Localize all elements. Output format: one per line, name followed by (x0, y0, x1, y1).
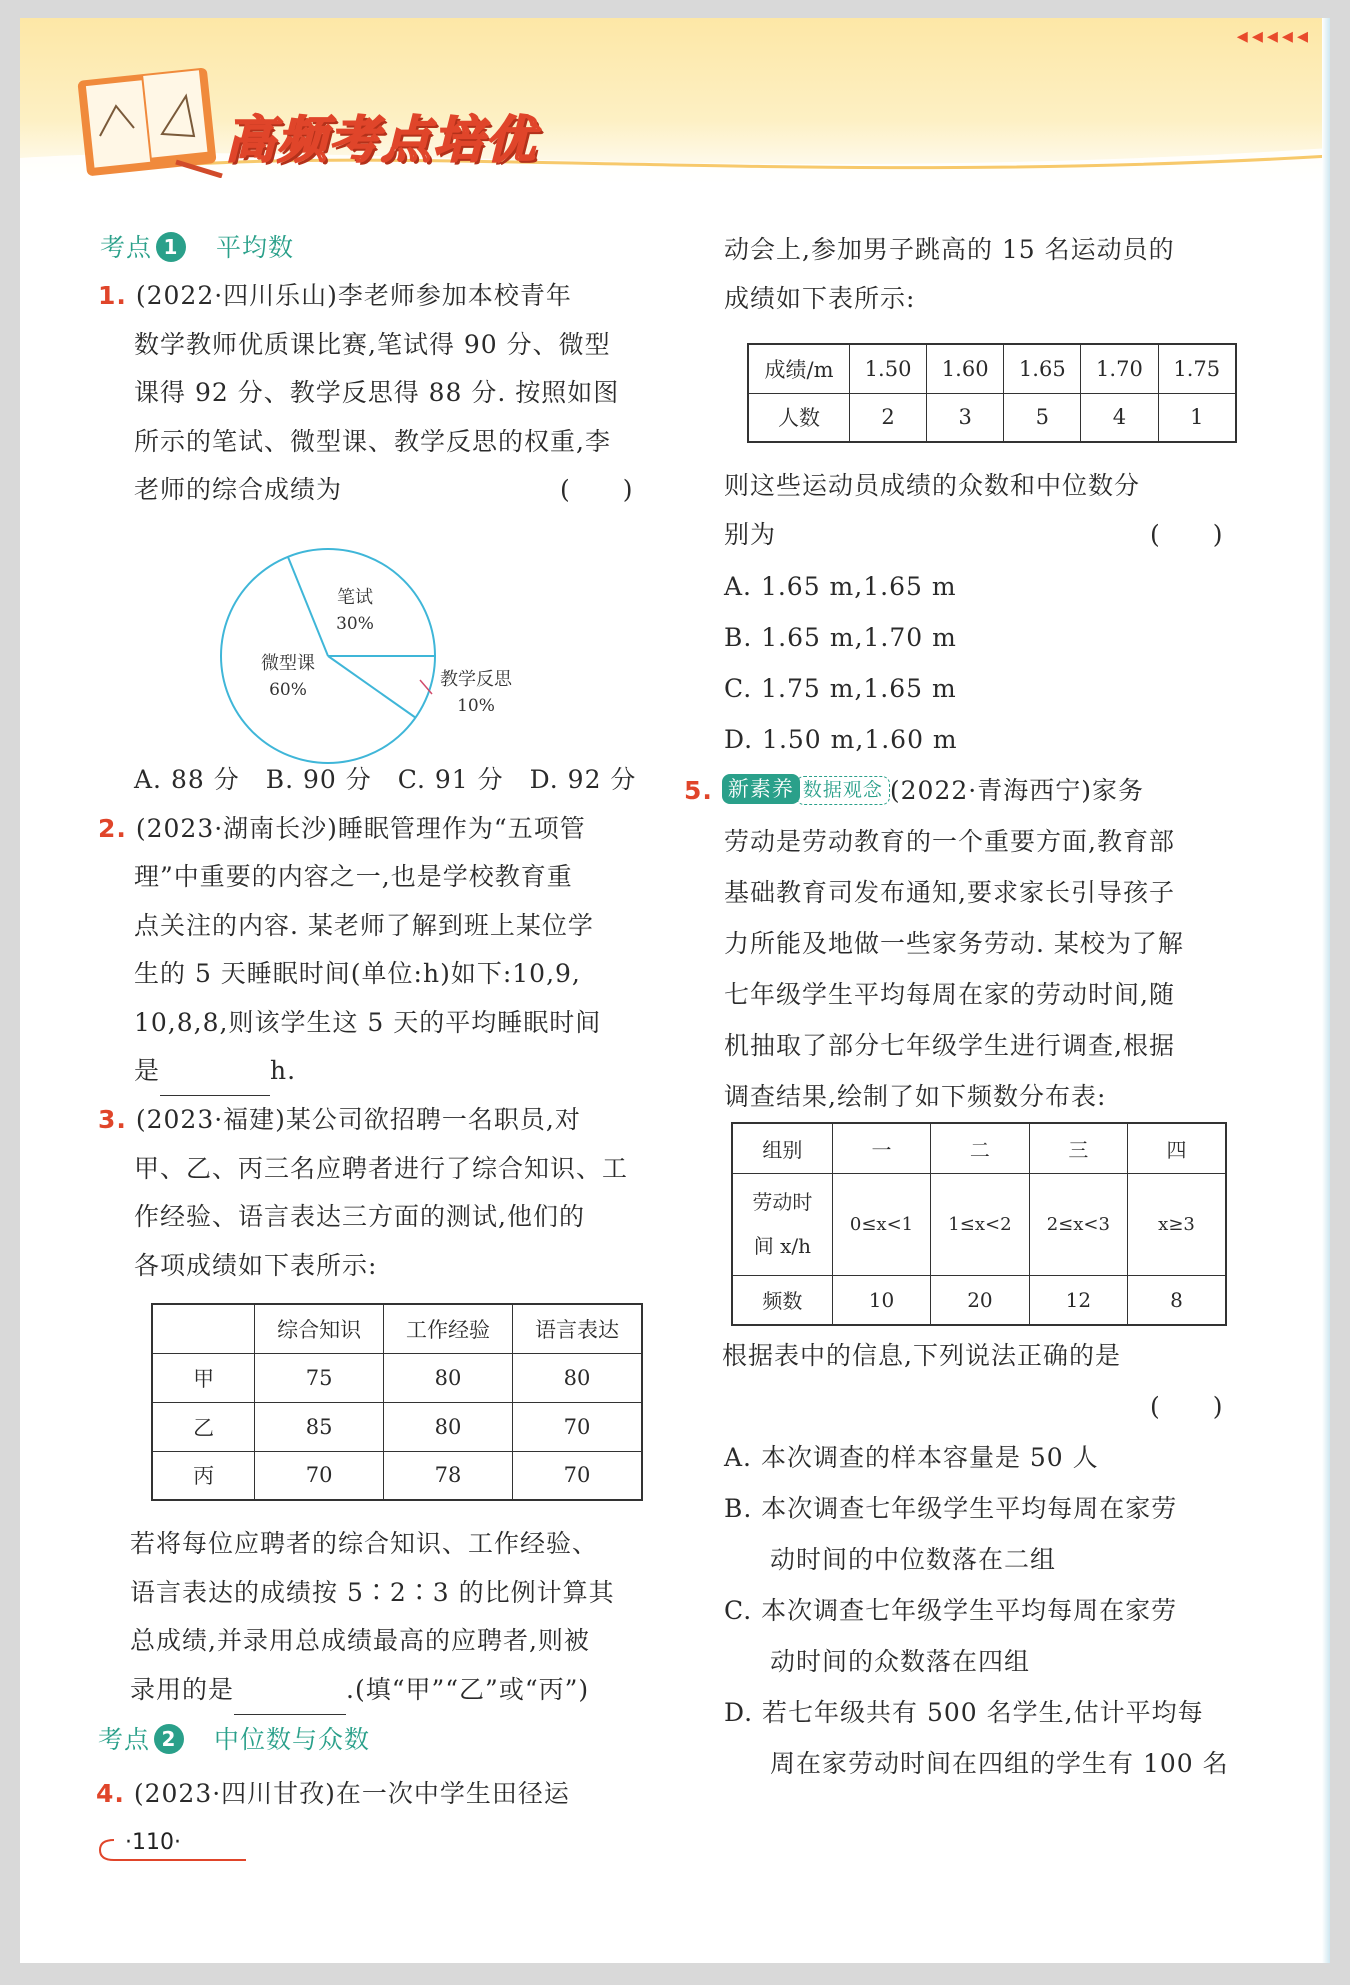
table-cell: 70 (255, 1451, 384, 1500)
q5-line-3: 力所能及地做一些家务劳动. 某校为了解 (724, 929, 1184, 958)
table-cell: 2 (850, 393, 927, 442)
section-title: 平均数 (216, 233, 295, 262)
q1-text: (2022·四川乐山)李老师参加本校青年 (135, 281, 572, 310)
q5-option-d: D. 若七年级共有 500 名学生,估计平均每 (724, 1698, 1204, 1727)
slice-value: 60% (269, 680, 307, 700)
q4-after-1: 别为 (724, 520, 777, 549)
table-cell: 2≤x<3 (1029, 1173, 1127, 1275)
q3-line-2: 作经验、语言表达三方面的测试,他们的 (134, 1202, 585, 1231)
slice-label: 教学反思 (440, 669, 512, 690)
table-cell: 1.60 (927, 344, 1004, 393)
q3-score-table (151, 1303, 643, 1501)
arrows-decoration: ◂◂◂◂◂ (1236, 24, 1312, 49)
q5-line-6: 调查结果,绘制了如下频数分布表: (724, 1082, 1107, 1111)
q2-line-4: 10,8,8,则该学生这 5 天的平均睡眠时间 (134, 1008, 602, 1037)
q5-option-b-cont: 动时间的中位数落在二组 (770, 1545, 1057, 1574)
q4-option-d: D. 1.50 m,1.60 m (724, 725, 958, 754)
table-row (152, 1402, 642, 1451)
section-label: 考点 (100, 233, 153, 262)
question-number: 1. (98, 281, 127, 310)
pie-divider (328, 656, 416, 718)
table-cell: 甲 (152, 1353, 255, 1402)
answer-blank[interactable] (234, 1666, 346, 1715)
q1-line-0 (98, 272, 572, 320)
section-heading-1 (100, 224, 294, 272)
table-row (152, 1353, 642, 1402)
q3-text: (2023·福建)某公司欲招聘一名职员,对 (135, 1105, 581, 1134)
q3-suffix: .(填“甲”“乙”或“丙”) (346, 1675, 590, 1704)
table-header-cell: 一 (832, 1123, 930, 1173)
q1-line-4: 老师的综合成绩为 (134, 475, 343, 504)
row-label-line: 间 x/h (753, 1234, 812, 1258)
table-header-cell: 语言表达 (513, 1304, 642, 1353)
section-number-badge: 2 (154, 1724, 184, 1754)
table-cell: 10 (832, 1275, 930, 1325)
q2-line-1: 理”中重要的内容之一,也是学校教育重 (134, 862, 573, 891)
table-cell: 80 (384, 1402, 513, 1451)
q5-option-a: A. 本次调查的样本容量是 50 人 (724, 1443, 1099, 1472)
table-cell: 0≤x<1 (832, 1173, 930, 1275)
table-cell: 5 (1004, 393, 1081, 442)
question-number: 4. (96, 1779, 125, 1808)
page-edge (1322, 18, 1330, 1963)
q2-text: (2023·湖南长沙)睡眠管理作为“五项管 (135, 814, 586, 843)
q3-prefix: 录用的是 (130, 1675, 235, 1704)
new-literacy-badge: 新素养 (722, 774, 800, 804)
q5-frequency-table (731, 1122, 1227, 1326)
q4-option-b: B. 1.65 m,1.70 m (724, 623, 957, 652)
q3-line-1: 甲、乙、丙三名应聘者进行了综合知识、工 (134, 1154, 629, 1183)
table-cell: 12 (1029, 1275, 1127, 1325)
table-cell: 1 (1158, 393, 1236, 442)
q5-line-4: 七年级学生平均每周在家的劳动时间,随 (724, 980, 1175, 1009)
section-number-badge: 1 (156, 232, 186, 262)
q3-after-0: 若将每位应聘者的综合知识、工作经验、 (130, 1529, 599, 1558)
answer-paren: ( ) (1150, 1392, 1224, 1421)
table-header-cell: 四 (1128, 1123, 1226, 1173)
q5-after: 根据表中的信息,下列说法正确的是 (722, 1341, 1121, 1370)
table-header-cell (152, 1304, 255, 1353)
question-number: 3. (98, 1105, 127, 1134)
table-header-cell: 成绩/m (748, 344, 850, 393)
table-cell: 丙 (152, 1451, 255, 1500)
table-cell: 85 (255, 1402, 384, 1451)
q4-option-a: A. 1.65 m,1.65 m (724, 572, 957, 601)
notebook-logo-icon (76, 66, 224, 178)
slice-label: 笔试 (337, 587, 373, 608)
table-row (732, 1173, 1226, 1275)
q5-option-c: C. 本次调查七年级学生平均每周在家劳 (724, 1596, 1178, 1625)
table-cell: 80 (384, 1353, 513, 1402)
pie-chart (220, 548, 560, 778)
table-header-cell: 三 (1029, 1123, 1127, 1173)
table-header-row (152, 1304, 642, 1353)
table-header-cell (732, 1173, 832, 1275)
pie-divider (288, 557, 328, 656)
q5-option-c-cont: 动时间的众数落在四组 (770, 1647, 1031, 1676)
table-cell: 80 (513, 1353, 642, 1402)
table-header-row (732, 1123, 1226, 1173)
q5-line-5: 机抽取了部分七年级学生进行调查,根据 (724, 1031, 1175, 1060)
q5-line-2: 基础教育司发布通知,要求家长引导孩子 (724, 878, 1175, 907)
table-cell: 1.75 (1158, 344, 1236, 393)
table-header-cell: 组别 (732, 1123, 832, 1173)
q1-line-2: 课得 92 分、教学反思得 88 分. 按照如图 (134, 378, 620, 407)
q5-line-1: 劳动是劳动教育的一个重要方面,教育部 (724, 827, 1175, 856)
table-cell: x≥3 (1128, 1173, 1226, 1275)
table-cell: 20 (931, 1275, 1029, 1325)
table-cell: 8 (1128, 1275, 1226, 1325)
q2-prefix: 是 (134, 1056, 161, 1085)
answer-paren: ( ) (1150, 520, 1224, 549)
textbook-page (20, 18, 1330, 1963)
table-row (748, 393, 1236, 442)
question-number: 5. (684, 776, 713, 805)
row-label-line: 劳动时 (752, 1190, 813, 1214)
q2-suffix: h. (270, 1056, 297, 1085)
q3-after-3 (130, 1666, 589, 1715)
q3-line-0 (98, 1096, 581, 1144)
table-header-cell: 人数 (748, 393, 850, 442)
table-header-cell: 工作经验 (384, 1304, 513, 1353)
table-header-cell: 二 (931, 1123, 1029, 1173)
slice-value: 30% (336, 614, 374, 634)
table-header-cell: 频数 (732, 1275, 832, 1325)
q2-line-0 (98, 805, 586, 853)
q5-line-0 (684, 767, 1144, 815)
banner-title: 高频考点培优 (225, 111, 537, 169)
q4-text: (2023·四川甘孜)在一次中学生田径运 (133, 1779, 570, 1808)
q3-line-3: 各项成绩如下表所示: (134, 1251, 378, 1280)
q4-line-1: 动会上,参加男子跳高的 15 名运动员的 (724, 235, 1175, 264)
q4-line-2: 成绩如下表所示: (724, 284, 916, 313)
table-cell: 3 (927, 393, 1004, 442)
table-cell: 1.50 (850, 344, 927, 393)
section-title: 中位数与众数 (214, 1725, 371, 1754)
q3-after-2: 总成绩,并录用总成绩最高的应聘者,则被 (130, 1626, 590, 1655)
q1-line-1: 数学教师优质课比赛,笔试得 90 分、微型 (134, 330, 611, 359)
question-number: 2. (98, 814, 127, 843)
q1-options: A. 88 分 B. 90 分 C. 91 分 D. 92 分 (134, 765, 637, 794)
section-label: 考点 (98, 1725, 151, 1754)
q2-line-3: 生的 5 天睡眠时间(单位:h)如下:10,9, (134, 959, 581, 988)
table-cell: 70 (513, 1451, 642, 1500)
data-concept-badge: 数据观念 (796, 776, 890, 805)
answer-blank[interactable] (160, 1047, 270, 1096)
q2-line-2: 点关注的内容. 某老师了解到班上某位学 (134, 911, 594, 940)
slice-label: 微型课 (261, 653, 315, 674)
table-cell: 1.70 (1081, 344, 1158, 393)
table-row (152, 1451, 642, 1500)
q3-after-1: 语言表达的成绩按 5∶2∶3 的比例计算其 (130, 1578, 615, 1607)
q4-option-c: C. 1.75 m,1.65 m (724, 674, 957, 703)
page-number: ·110· (125, 1830, 181, 1855)
table-header-cell: 综合知识 (255, 1304, 384, 1353)
answer-paren: ( ) (560, 475, 634, 504)
q5-option-d-cont: 周在家劳动时间在四组的学生有 100 名 (770, 1749, 1229, 1778)
q5-option-b: B. 本次调查七年级学生平均每周在家劳 (724, 1494, 1178, 1523)
q4-after-0: 则这些运动员成绩的众数和中位数分 (724, 471, 1141, 500)
table-cell: 78 (384, 1451, 513, 1500)
table-cell: 75 (255, 1353, 384, 1402)
q4-jump-table (747, 343, 1237, 443)
table-cell: 1≤x<2 (931, 1173, 1029, 1275)
table-cell: 4 (1081, 393, 1158, 442)
q4-line-0 (96, 1770, 570, 1818)
table-row (748, 344, 1236, 393)
q2-line-5 (134, 1047, 296, 1096)
section-heading-2 (98, 1716, 370, 1764)
table-cell: 70 (513, 1402, 642, 1451)
table-cell: 乙 (152, 1402, 255, 1451)
slice-value: 10% (457, 696, 495, 716)
table-cell: 1.65 (1004, 344, 1081, 393)
q1-line-3: 所示的笔试、微型课、教学反思的权重,李 (134, 427, 611, 456)
table-row (732, 1275, 1226, 1325)
q5-text: (2022·青海西宁)家务 (889, 776, 1144, 805)
